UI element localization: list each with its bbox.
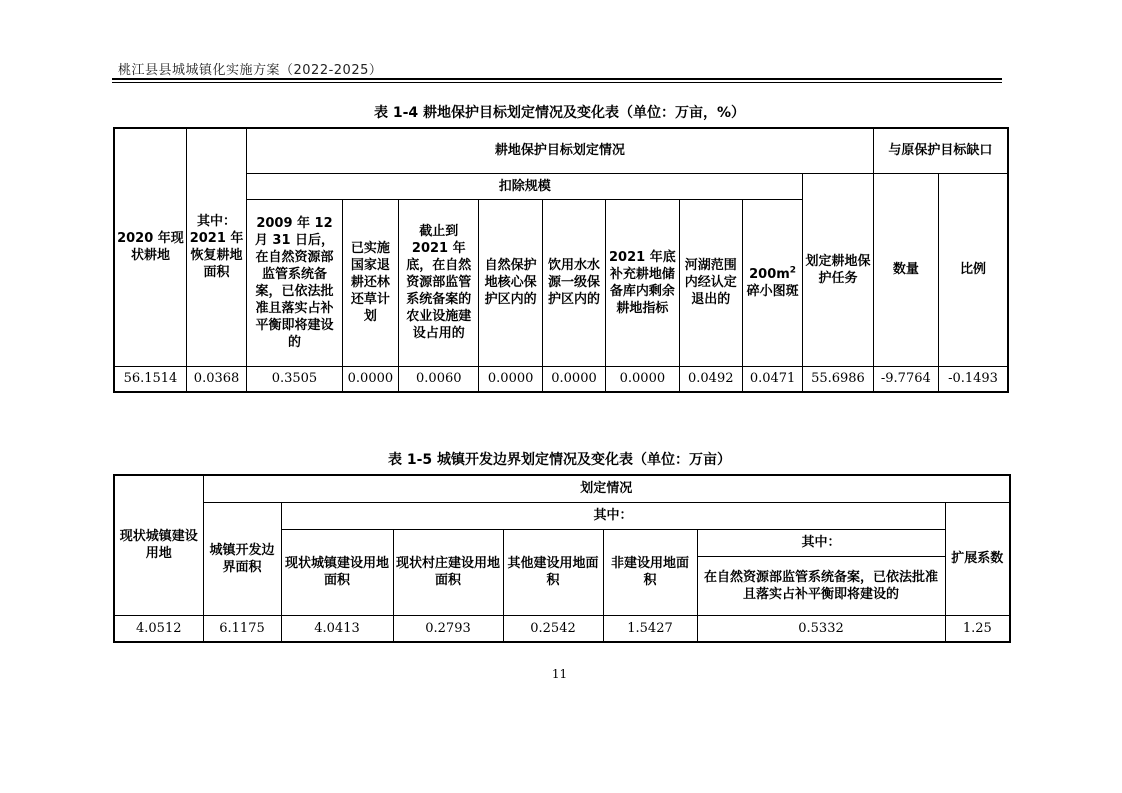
t2-value-village-land: 0.2793 [393,615,503,642]
t1-value-river-lake: 0.0492 [679,366,742,392]
t2-header-filed-construction: 在自然资源部监管系统备案，已依法批准且落实占补平衡即将建设的 [697,556,945,615]
t2-header-village-land: 现状村庄建设用地面积 [393,529,503,615]
t1-value-gap-ratio: -0.1493 [939,366,1008,392]
table1-caption: 表 1-4 耕地保护目标划定情况及变化表（单位：万亩，%） [373,105,746,121]
t1-value-current-farmland: 56.1514 [114,366,186,392]
t1-value-reserve-quota: 0.0000 [606,366,679,392]
t2-value-non-construction: 1.5427 [603,615,697,642]
t2-value-urban-land: 4.0413 [281,615,393,642]
t1-value-nature-reserve: 0.0000 [479,366,542,392]
t1-header-small-patches: $200m^2$ 碎小图斑 [742,199,802,366]
t1-value-agri-facility: 0.0060 [399,366,479,392]
t2-header-urban-land: 现状城镇建设用地面积 [281,529,393,615]
t2-header-expansion-coefficient: 扩展系数 [945,502,1010,615]
t1-value-gap-quantity: -9.7764 [873,366,938,392]
t2-header-current-urban: 现状城镇建设用地 [114,475,203,615]
urban-boundary-table [113,474,1011,643]
t1-header-reserve-quota: 2021 年底补充耕地储备库内剩余耕地指标 [606,199,679,366]
t1-header-river-lake: 河湖范围内经认定退出的 [679,199,742,366]
t2-header-boundary-area: 城镇开发边界面积 [203,502,281,615]
t1-value-restored: 0.0368 [186,366,246,392]
t1-header-gap: 与原保护目标缺口 [873,128,1008,173]
t2-value-boundary-area: 6.1175 [203,615,281,642]
t1-value-approved-construction: 0.3505 [247,366,343,392]
t2-value-other-land: 0.2542 [503,615,603,642]
t2-header-other-land: 其他建设用地面积 [503,529,603,615]
table2-caption: 表 1-5 城镇开发边界划定情况及变化表（单位：万亩） [387,452,732,468]
header-rule-thin [112,82,1002,83]
t2-value-current-urban: 4.0512 [114,615,203,642]
t1-header-ratio: 比例 [939,173,1008,366]
t1-header-approved-construction: 2009 年 12 月 31 日后，在自然资源部监管系统备案，已依法批准且落实占补平衡即将建设的 [247,199,343,366]
t1-header-task: 划定耕地保护任务 [803,173,873,366]
t2-header-non-construction: 非建设用地面积 [603,529,697,615]
t1-value-grain-for-green: 0.0000 [342,366,398,392]
header-rule-thick [112,78,1002,80]
t1-header-target-group: 耕地保护目标划定情况 [247,128,873,173]
t2-value-expansion-coefficient: 1.25 [945,615,1010,642]
t2-header-group: 划定情况 [203,475,1010,502]
t1-value-small-patches: 0.0471 [742,366,802,392]
document-header-title: 桃江县县城城镇化实施方案（2022-2025） [118,63,383,78]
t2-value-filed-construction: 0.5332 [697,615,945,642]
t1-value-water-source: 0.0000 [542,366,605,392]
t2-header-among: 其中： [281,502,945,529]
t1-header-grain-for-green: 已实施国家退耕还林还草计划 [342,199,398,366]
page-number: 11 [551,667,568,681]
farmland-protection-table [113,127,1009,393]
t1-header-restored-farmland: 其中：2021 年恢复耕地面积 [186,128,246,366]
t1-header-agri-facility: 截止到 2021 年底，在自然资源部监管系统备案的农业设施建设占用的 [399,199,479,366]
t1-header-water-source: 饮用水水源一级保护区内的 [542,199,605,366]
t1-header-deduction: 扣除规模 [247,173,803,199]
t1-header-quantity: 数量 [873,173,938,366]
t1-value-task: 55.6986 [803,366,873,392]
t2-header-among-2: 其中： [697,529,945,556]
t1-header-nature-reserve: 自然保护地核心保护区内的 [479,199,542,366]
t1-header-current-farmland: 2020 年现状耕地 [114,128,186,366]
